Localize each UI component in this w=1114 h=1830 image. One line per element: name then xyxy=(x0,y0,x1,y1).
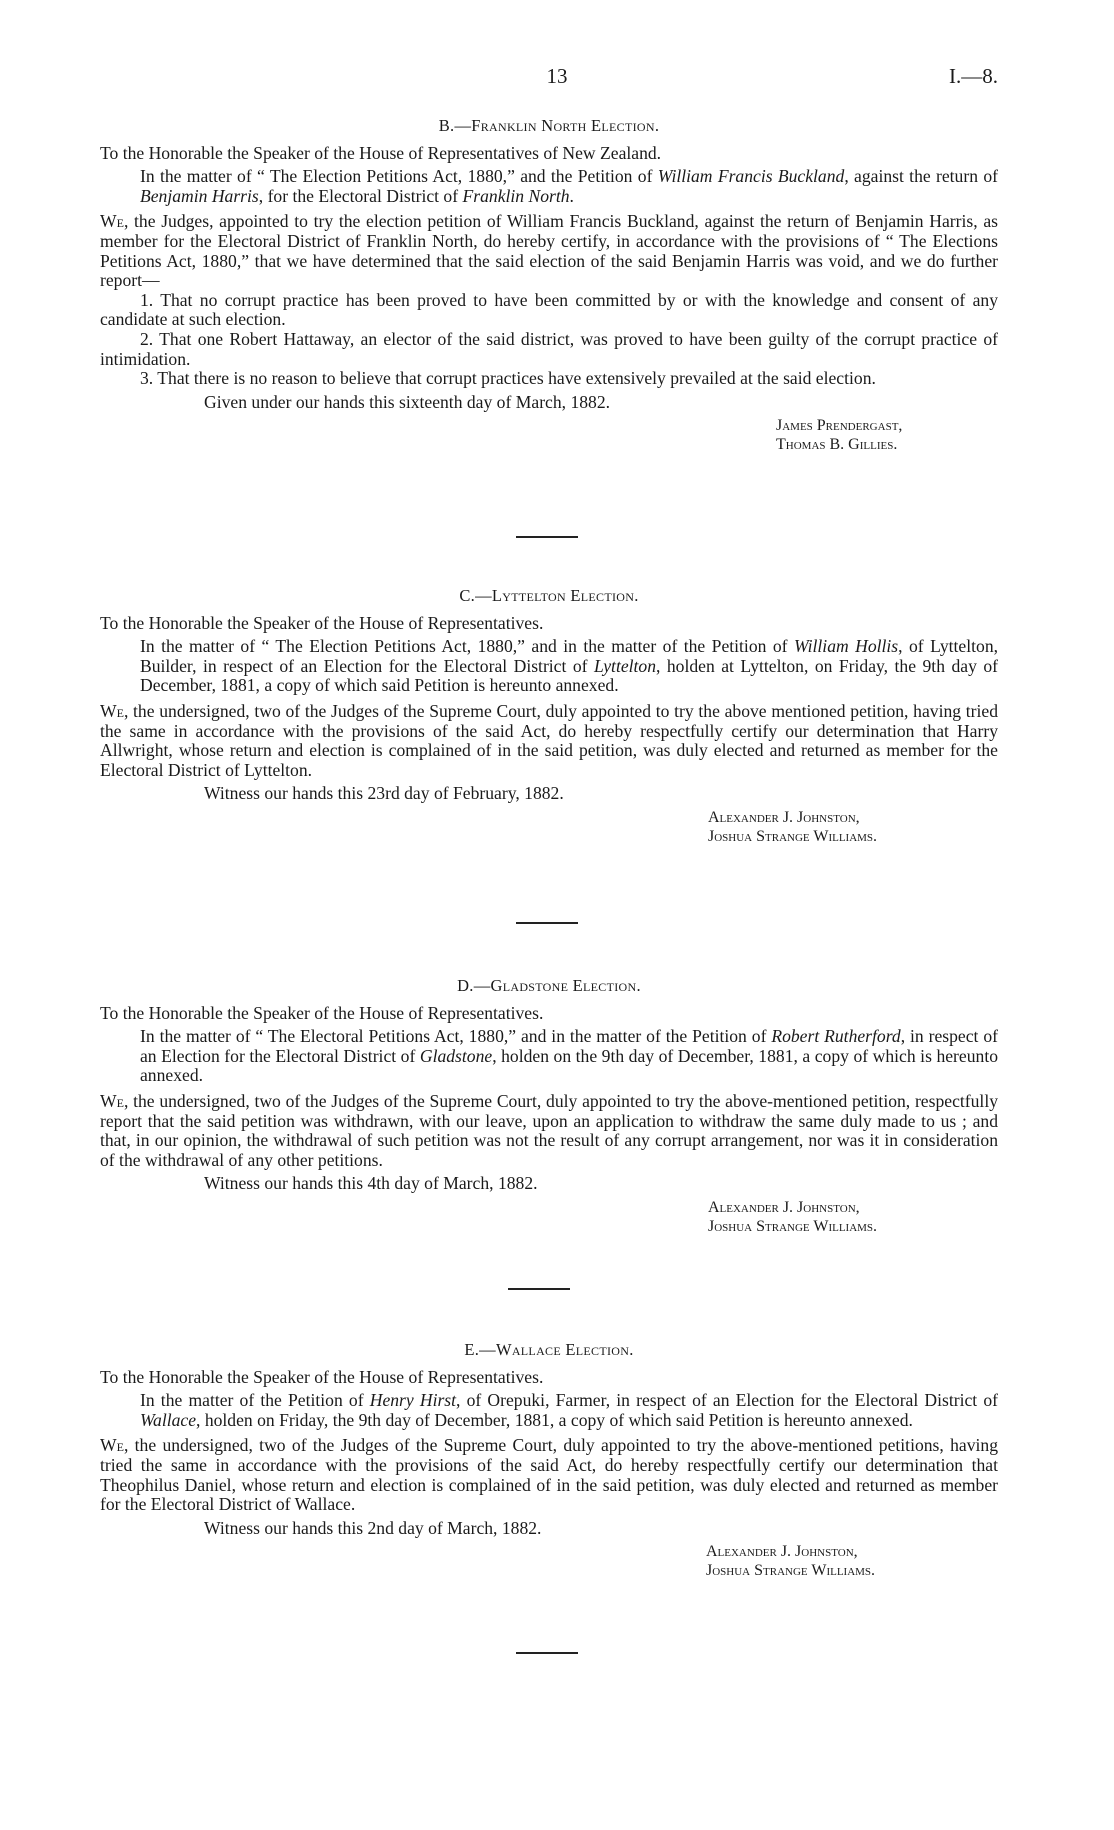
report-item: 2. That one Robert Hattaway, an elector of the said district, was proved to have been guilty of the corrupt practice of intimidation. xyxy=(100,328,998,369)
address-line: To the Honorable the Speaker of the House of Representatives. xyxy=(100,1366,544,1387)
matter-text: , in respect of an Election for the Electoral District of xyxy=(140,1026,998,1066)
section-wallace xyxy=(100,1340,998,1580)
matter-text: In the matter of the Petition of xyxy=(140,1390,370,1411)
section-franklin-north xyxy=(100,116,998,454)
matter-text: , holden on the 9th day of December, 1881, a copy of which is hereunto annexed. xyxy=(140,1045,998,1086)
section-divider xyxy=(516,922,578,924)
signatory: Alexander J. Johnston, xyxy=(708,1198,860,1216)
section-lyttelton xyxy=(100,586,998,846)
body-text: , the undersigned, two of the Judges of the Supreme Court, duly appointed to try the above-mentioned petitions, having tried the same in accordance with the provisions of the said Act, do hereby respectfully certify our determination that Theophilus Daniel, whose return and election is complained of in the said petition, was duly elected and returned as member for the Electoral District of Wallace. xyxy=(100,1435,998,1515)
body-text: , the Judges, appointed to try the election petition of William Francis Buckland, against the return of Benjamin Harris, as member for the Electoral District of Franklin North, do hereby certify, in accordance with the provisions of “ The Elections Petitions Act, 1880,” that we have determined that the said election of the said Benjamin Harris was void, and we do further report— xyxy=(100,211,998,291)
signatory: Joshua Strange Williams. xyxy=(706,1562,876,1580)
body-lead: We xyxy=(100,211,124,232)
body-paragraph xyxy=(100,1436,998,1514)
body-paragraph xyxy=(100,212,998,290)
signatories xyxy=(100,1542,998,1580)
section-title: D.—Gladstone Election. xyxy=(457,976,641,995)
section-title: C.—Lyttelton Election. xyxy=(459,586,639,605)
matter-paragraph xyxy=(100,637,998,696)
matter-text: . xyxy=(569,185,574,206)
document-code: I.—8. xyxy=(949,64,998,88)
matter-text: , holden on Friday, the 9th day of December, 1881, a copy of which said Petition is hereunto annexed. xyxy=(196,1409,913,1430)
signatory: Joshua Strange Williams. xyxy=(708,827,878,845)
matter-text: , of Orepuki, Farmer, in respect of an Election for the Electoral District of xyxy=(456,1390,998,1411)
district-name: Lyttelton xyxy=(593,655,657,676)
signatory: Joshua Strange Williams. xyxy=(708,1217,878,1235)
body-paragraph xyxy=(100,702,998,780)
matter-text: In the matter of “ The Election Petitions Act, 1880,” and the Petition of xyxy=(140,166,658,187)
body-lead: We xyxy=(100,1435,124,1456)
given-line: Witness our hands this 2nd day of March, 1882. xyxy=(204,1517,542,1538)
section-divider xyxy=(516,1652,578,1654)
signatories xyxy=(100,1198,998,1236)
section-divider xyxy=(508,1288,570,1290)
section-title: B.—Franklin North Election. xyxy=(438,116,660,135)
matter-text: , of Lyttelton, Builder, in respect of an Election for the Electoral District of xyxy=(140,636,999,676)
matter-text: , holden at Lyttelton, on Friday, the 9th day of December, 1881, a copy of which said Petition is hereunto annexed. xyxy=(140,655,998,696)
matter-paragraph xyxy=(100,167,998,206)
signatory: Thomas B. Gillies. xyxy=(776,436,898,454)
body-text: , the undersigned, two of the Judges of the Supreme Court, duly appointed to try the above-mentioned petition, respectfully report that the said petition was withdrawn, with our leave, upon an application to withdraw the same duly made to us ; and that, in our opinion, the withdrawal of such petition was not the result of any corrupt arrangement, nor was it in consideration of the withdrawal of any other petitions. xyxy=(100,1090,998,1170)
petitioner-name: Robert Rutherford xyxy=(771,1026,901,1047)
signatories xyxy=(100,416,998,454)
signatory: Alexander J. Johnston, xyxy=(706,1543,858,1561)
body-paragraph xyxy=(100,1092,998,1170)
district-name: Wallace xyxy=(140,1409,197,1430)
address-line: To the Honorable the Speaker of the House of Representatives. xyxy=(100,1002,544,1023)
section-divider xyxy=(516,536,578,538)
report-item: 1. That no corrupt practice has been proved to have been committed by or with the knowledge and consent of any candidate at such election. xyxy=(100,289,998,330)
petitioner-name: William Hollis xyxy=(793,636,899,657)
petitioner-name: Henry Hirst xyxy=(369,1390,457,1411)
matter-paragraph xyxy=(100,1027,998,1086)
body-text: , the undersigned, two of the Judges of the Supreme Court, duly appointed to try the above mentioned petition, having tried the same in accordance with the provisions of the said Act, do hereby respectfully certify our determination that Harry Allwright, whose return and election is complained of in the said petition, was duly elected and returned as member for the Electoral District of Lyttelton. xyxy=(100,700,998,780)
matter-text: , against the return of xyxy=(844,166,998,187)
district-name: Gladstone xyxy=(419,1045,493,1066)
address-line: To the Honorable the Speaker of the House of Representatives of New Zealand. xyxy=(100,142,662,163)
body-lead: We xyxy=(100,1090,124,1111)
given-line: Given under our hands this sixteenth day of March, 1882. xyxy=(204,391,611,412)
section-gladstone xyxy=(100,976,998,1236)
signatory: Alexander J. Johnston, xyxy=(708,808,860,826)
address-line: To the Honorable the Speaker of the House of Representatives. xyxy=(100,612,544,633)
matter-paragraph xyxy=(100,1391,998,1430)
body-lead: We xyxy=(100,700,124,721)
respondent-name: Benjamin Harris xyxy=(140,185,259,206)
matter-text: , for the Electoral District of xyxy=(258,185,463,206)
district-name: Franklin North xyxy=(462,185,570,206)
given-line: Witness our hands this 23rd day of February, 1882. xyxy=(204,783,564,804)
given-line: Witness our hands this 4th day of March, 1882. xyxy=(204,1173,538,1194)
page-number: 13 xyxy=(546,64,568,88)
signatory: James Prendergast, xyxy=(776,417,903,435)
matter-text: In the matter of “ The Electoral Petitions Act, 1880,” and in the matter of the Petition of xyxy=(140,1026,772,1047)
section-title: E.—Wallace Election. xyxy=(464,1340,634,1359)
signatories xyxy=(100,808,998,846)
report-item: 3. That there is no reason to believe that corrupt practices have extensively prevailed at the said election. xyxy=(140,368,876,389)
matter-text: In the matter of “ The Election Petitions Act, 1880,” and in the matter of the Petition of xyxy=(140,636,794,657)
petitioner-name: William Francis Buckland xyxy=(657,166,845,187)
